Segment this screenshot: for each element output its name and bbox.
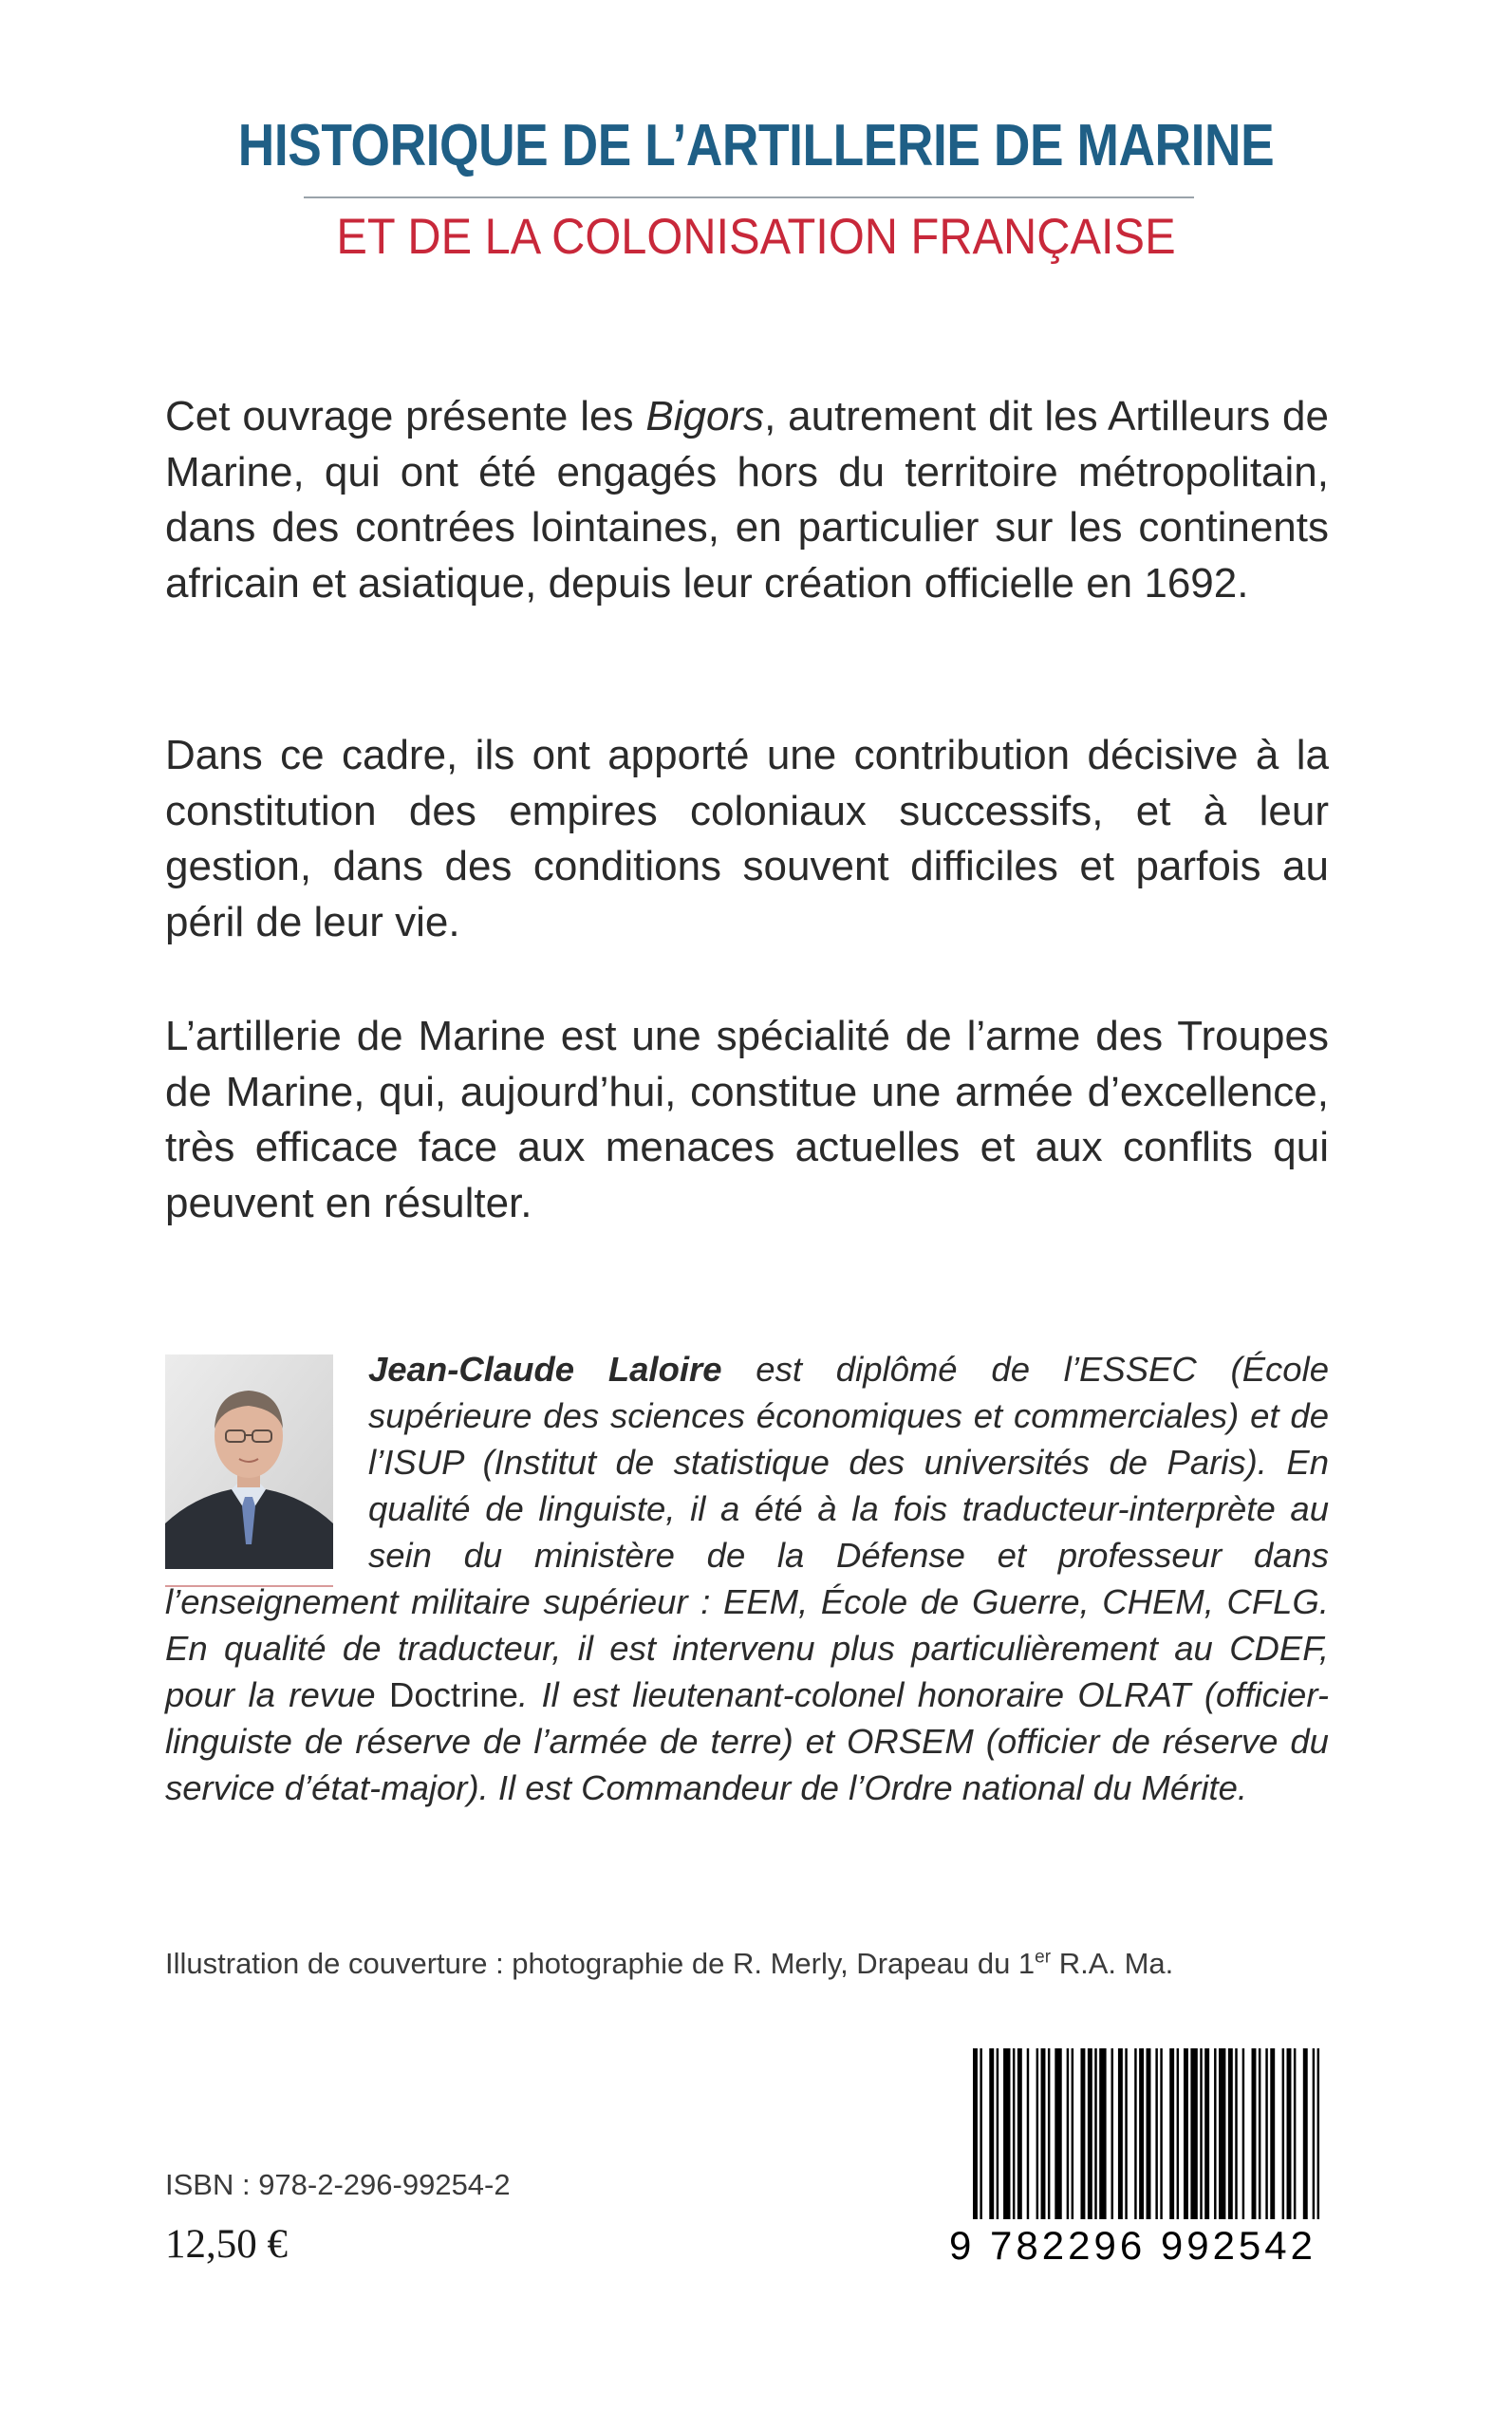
book-subtitle: ET DE LA COLONISATION FRANÇAISE (336, 209, 1176, 265)
barcode-bar (1259, 2048, 1260, 2219)
barcode-bar (997, 2048, 999, 2219)
barcode-bar (1214, 2048, 1216, 2219)
barcode-bar (1169, 2048, 1174, 2219)
barcode-bar (1013, 2048, 1015, 2219)
isbn: ISBN : 978-2-296-99254-2 (165, 2168, 511, 2201)
author-bio-text-2: . Il est lieutenant-colonel honoraire OLRAT (officier-linguiste de réserve de l’armée de terre) et ORSEM (officier de réserve du service d’état-major). Il est Commandeur de l’Ordre national du Mérite. (165, 1675, 1329, 1807)
cover-credit-text: Illustration de couverture : photographie de R. Merly, Drapeau du 1 (165, 1947, 1036, 1980)
barcode-bar (989, 2048, 994, 2219)
blurb-p1-start: Cet ouvrage présente les (165, 393, 646, 439)
barcode-bar (1317, 2048, 1319, 2219)
barcode-bar (1200, 2048, 1202, 2219)
barcode-bar (1294, 2048, 1296, 2219)
bigors-term: Bigors (645, 393, 765, 439)
barcode-bar (1111, 2048, 1113, 2219)
barcode-bar (973, 2048, 978, 2219)
barcode-bar (1088, 2048, 1092, 2219)
barcode-bar (1155, 2048, 1157, 2219)
barcode-bar (1160, 2048, 1162, 2219)
barcode-bar (1235, 2048, 1237, 2219)
photo-space (165, 1346, 368, 1579)
barcode-bar (1003, 2048, 1010, 2219)
barcode-bar (1242, 2048, 1244, 2219)
barcode-bar (1204, 2048, 1209, 2219)
barcode-bar (1303, 2048, 1308, 2219)
author-name: Jean-Claude Laloire (368, 1350, 722, 1389)
price: 12,50 € (165, 2222, 288, 2267)
author-bio-text-1: est diplômé de l’ESSEC (École supérieure des sciences économiques et commerciales) et de l’ISUP (Institut de statistique des universités de Paris). En qualité de linguiste, il a été à la fois traducteur-interprète au sein du ministère de la Défense et professeur dans l’enseignement militaire supérieur : EEM, École de Guerre, CHEM, CFLG. En qualité de traducteur, il est intervenu plus particulièrement au CDEF, pour la revue (165, 1350, 1330, 1714)
barcode-bar (1080, 2048, 1085, 2219)
barcode-bar (1072, 2048, 1073, 2219)
barcode-bar (1017, 2048, 1022, 2219)
barcode-bar (1177, 2048, 1179, 2219)
barcode-bar (1027, 2048, 1029, 2219)
barcode-bar (1134, 2048, 1136, 2219)
journal-name: Doctrine (389, 1675, 518, 1714)
barcode-bar (1036, 2048, 1038, 2219)
barcode-bar (1055, 2048, 1061, 2219)
author-bio (165, 1346, 1329, 1811)
barcode (973, 2048, 1324, 2238)
book-title: HISTORIQUE DE L’ARTILLERIE DE MARINE (237, 113, 1275, 178)
title-divider (304, 196, 1194, 198)
barcode-bar (1282, 2048, 1284, 2219)
cover-credit-superscript: er (1035, 1947, 1052, 1968)
barcode-bar (980, 2048, 981, 2219)
barcode-bar (1125, 2048, 1127, 2219)
barcode-bar (1067, 2048, 1069, 2219)
barcode-bar (1184, 2048, 1188, 2219)
barcode-bar (1265, 2048, 1267, 2219)
blurb-paragraph-2: Dans ce cadre, ils ont apporté une contribution décisive à la constitution des empires coloniaux successifs, et à leur gestion, dans des conditions souvent difficiles et parfois au péril de leur vie. (165, 732, 1329, 945)
cover-credit (165, 1947, 1173, 1981)
barcode-bar (1313, 2048, 1315, 2219)
barcode-bar (1118, 2048, 1123, 2219)
barcode-bar (1094, 2048, 1096, 2219)
blurb-paragraph-3: L’artillerie de Marine est une spécialité de l’arme des Troupes de Marine, qui, aujourd’hui, constitue une armée d’excellence, très efficace face aux menaces actuelles et aux conflits qui peuvent en résulter. (165, 1013, 1329, 1226)
barcode-bar (1219, 2048, 1225, 2219)
barcode-bar (1190, 2048, 1197, 2219)
cover-credit-suffix: R.A. Ma. (1051, 1947, 1174, 1980)
barcode-bar (1287, 2048, 1292, 2219)
barcode-bar (1139, 2048, 1144, 2219)
barcode-bar (1228, 2048, 1233, 2219)
barcode-bar (1041, 2048, 1046, 2219)
barcode-bar (1048, 2048, 1050, 2219)
barcode-bar (1147, 2048, 1151, 2219)
barcode-digits: 9 782296 992542 (949, 2223, 1316, 2268)
barcode-bar (1099, 2048, 1106, 2219)
barcode-bar (1270, 2048, 1275, 2219)
barcode-bar (1252, 2048, 1257, 2219)
blurb-p1-end: , autrement dit les Artilleurs de Marine, qui ont été engagés hors du territoire métropolitain, dans des contrées lointaines, en particulier sur les continents africain et asiatique, depuis leur création officielle en 1692. (165, 393, 1329, 607)
blurb-paragraph-1 (165, 389, 1329, 611)
